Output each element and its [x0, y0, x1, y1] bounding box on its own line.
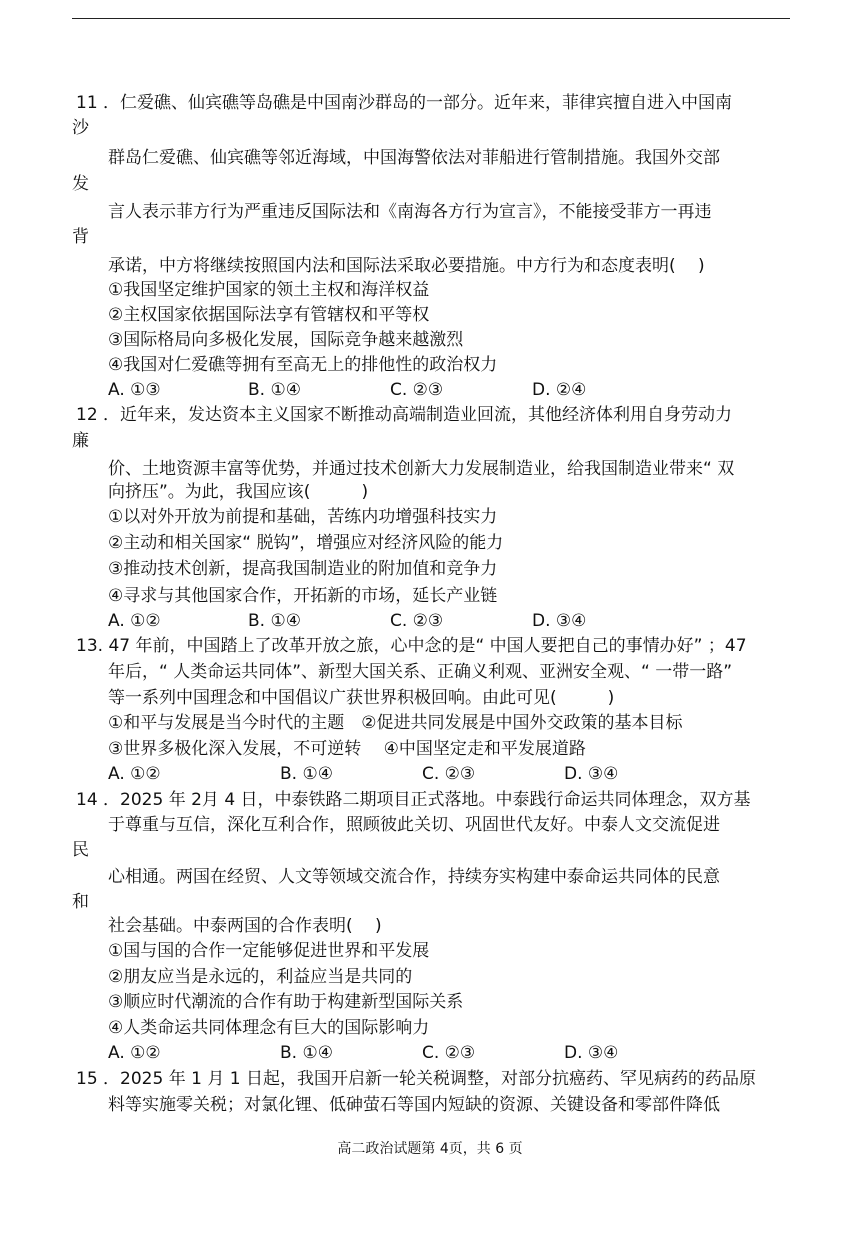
choice-statement: ①以对外开放为前提和基础，苦练内功增强科技实力 [108, 507, 498, 527]
question-line: 11 ．仁爱礁、仙宾礁等岛礁是中国南沙群岛的一部分。近年来，菲律宾擅自进入中国南 [76, 93, 733, 113]
choice-statement: ③推动技术创新，提高我国制造业的附加值和竞争力 [108, 559, 498, 579]
question-line: 言人表示菲方行为严重违反国际法和《南海各方行为宣言》，不能接受菲方一再违 [108, 202, 712, 222]
choice-statement: ①和平与发展是当今时代的主题 ②促进共同发展是中国外交政策的基本目标 [108, 713, 683, 733]
question-line: 年后，“ 人类命运共同体”、新型大国关系、正确义利观、亚洲安全观、“ 一带一路” [108, 662, 733, 682]
option-b[interactable]: B. ①④ [280, 1043, 333, 1063]
question-line: 心相通。两国在经贸、人文等领域交流合作，持续夯实构建中泰命运共同体的民意 [108, 867, 720, 887]
question-line: 沙 [72, 118, 89, 138]
answer-options [0, 1042, 860, 1064]
page-footer: 高二政治试题第 4页，共 6 页 [337, 1141, 523, 1157]
choice-statement: ①国与国的合作一定能够促进世界和平发展 [108, 941, 430, 961]
choice-statement: ③国际格局向多极化发展，国际竞争越来越激烈 [108, 330, 464, 350]
question-line: 和 [72, 892, 89, 912]
question-line: 于尊重与互信，深化互利合作，照顾彼此关切、巩固世代友好。中泰人文交流促进 [108, 815, 720, 835]
choice-statement: ②主动和相关国家“ 脱钩”，增强应对经济风险的能力 [108, 533, 504, 553]
option-d[interactable]: D. ③④ [564, 1043, 619, 1063]
option-a[interactable]: A. ①② [108, 611, 161, 631]
option-a[interactable]: A. ①② [108, 764, 161, 784]
option-d[interactable]: D. ②④ [532, 380, 587, 400]
choice-statement: ④我国对仁爱礁等拥有至高无上的排他性的政治权力 [108, 355, 498, 375]
question-line: 向挤压”。为此，我国应该( ) [108, 482, 369, 502]
question-line: 15 ．2025 年 1 月 1 日起，我国开启新一轮关税调整，对部分抗癌药、罕见病药的药品原 [76, 1069, 756, 1089]
question-line: 12 ．近年来，发达资本主义国家不断推动高端制造业回流，其他经济体利用自身劳动力 [76, 405, 733, 425]
question-line: 料等实施零关税；对氯化锂、低砷萤石等国内短缺的资源、关键设备和零部件降低 [108, 1095, 720, 1115]
question-line: 背 [72, 227, 89, 247]
question-line: 廉 [72, 431, 89, 451]
option-a[interactable]: A. ①③ [108, 380, 161, 400]
choice-statement: ②朋友应当是永远的，利益应当是共同的 [108, 967, 413, 987]
question-line: 14 ．2025 年 2月 4 日，中泰铁路二期项目正式落地。中泰践行命运共同体理念，双方基 [76, 790, 751, 810]
choice-statement: ④人类命运共同体理念有巨大的国际影响力 [108, 1018, 430, 1038]
option-b[interactable]: B. ①④ [248, 611, 301, 631]
answer-options [0, 763, 860, 785]
choice-statement: ②主权国家依据国际法享有管辖权和平等权 [108, 305, 430, 325]
question-line: 社会基础。中泰两国的合作表明( ) [108, 916, 382, 936]
question-line: 承诺，中方将继续按照国内法和国际法采取必要措施。中方行为和态度表明( ) [108, 256, 705, 276]
option-c[interactable]: C. ②③ [422, 764, 476, 784]
choice-statement: ③世界多极化深入发展，不可逆转 ④中国坚定走和平发展道路 [108, 739, 586, 759]
option-d[interactable]: D. ③④ [564, 764, 619, 784]
answer-options [0, 379, 860, 401]
choice-statement: ④寻求与其他国家合作，开拓新的市场，延长产业链 [108, 586, 498, 606]
choice-statement: ③顺应时代潮流的合作有助于构建新型国际关系 [108, 992, 464, 1012]
option-d[interactable]: D. ③④ [532, 611, 587, 631]
question-line: 发 [72, 174, 89, 194]
option-a[interactable]: A. ①② [108, 1043, 161, 1063]
option-b[interactable]: B. ①④ [280, 764, 333, 784]
option-b[interactable]: B. ①④ [248, 380, 301, 400]
question-line: 13. 47 年前，中国踏上了改革开放之旅，心中念的是“ 中国人要把自己的事情办好” ；47 [76, 636, 747, 656]
option-c[interactable]: C. ②③ [422, 1043, 476, 1063]
choice-statement: ①我国坚定维护国家的领土主权和海洋权益 [108, 280, 430, 300]
option-c[interactable]: C. ②③ [390, 380, 444, 400]
question-line: 价、土地资源丰富等优势，并通过技术创新大力发展制造业，给我国制造业带来“ 双 [108, 459, 735, 479]
answer-options [0, 610, 860, 632]
option-c[interactable]: C. ②③ [390, 611, 444, 631]
question-line: 群岛仁爱礁、仙宾礁等邻近海域，中国海警依法对菲船进行管制措施。我国外交部 [108, 148, 720, 168]
question-line: 等一系列中国理念和中国倡议广获世界积极回响。由此可见( ) [108, 688, 615, 708]
question-line: 民 [72, 840, 89, 860]
